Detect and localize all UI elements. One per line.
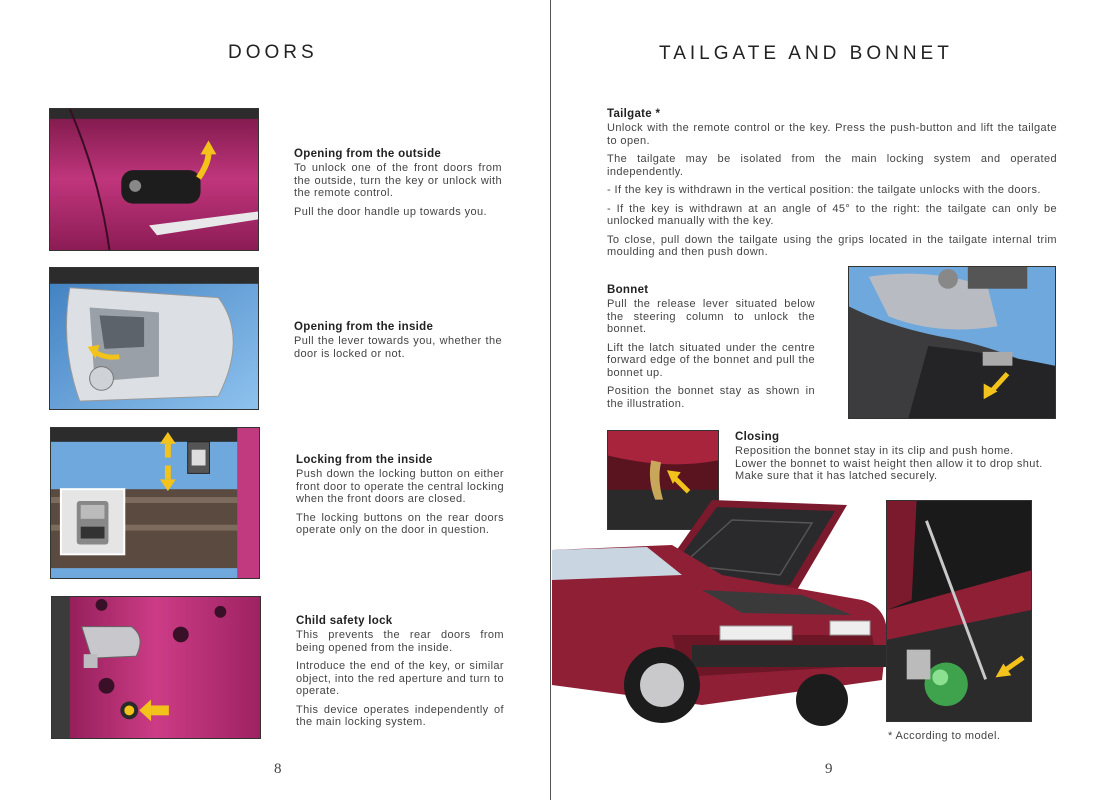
paragraph: Pull the lever towards you, whether the door is locked or not.	[294, 335, 502, 360]
section-heading: Tailgate *	[607, 108, 661, 120]
section-tailgate	[607, 108, 1057, 265]
page-title-tailgate-bonnet: TAILGATE AND BONNET	[659, 43, 953, 64]
paragraph: Pull the release lever situated below the steering column to unlock the bonnet.	[607, 298, 815, 335]
paragraph: The locking buttons on the rear doors operate only on the door in question.	[296, 511, 504, 536]
section-closing	[735, 431, 1060, 489]
paragraph: To unlock one of the front doors from the outside, turn the key or unlock with the remote control.	[294, 162, 502, 199]
right-page	[552, 0, 1110, 800]
page-title-doors: DOORS	[228, 42, 318, 63]
page-number-right: 9	[825, 761, 833, 777]
bonnet-stay-illustration	[886, 500, 1032, 722]
locking-button-illustration	[50, 427, 260, 579]
paragraph: Unlock with the remote control or the key. Press the push-button and lift the tailgate to open.	[607, 122, 1057, 147]
footnote: * According to model.	[888, 730, 1001, 742]
paragraph: Pull the door handle up towards you.	[294, 205, 487, 218]
paragraph: Reposition the bonnet stay in its clip and push home.	[735, 445, 1014, 457]
section-opening-outside	[294, 148, 502, 224]
paragraph: Introduce the end of the key, or similar object, into the red aperture and turn to operate.	[296, 660, 504, 697]
section-child-safety-lock	[296, 615, 504, 735]
paragraph: Lift the latch situated under the centre forward edge of the bonnet and pull the bonnet up.	[607, 341, 815, 379]
section-locking-inside	[296, 454, 504, 543]
paragraph: Push down the locking button on either front door to operate the central locking when the front doors are closed.	[296, 468, 504, 505]
paragraph: This prevents the rear doors from being opened from the inside.	[296, 629, 504, 654]
paragraph: Position the bonnet stay as shown in the illustration.	[607, 385, 815, 410]
left-page	[0, 0, 551, 800]
bonnet-release-lever-illustration	[848, 266, 1056, 419]
bullet-item: - If the key is withdrawn at an angle of 45° to the right: the tailgate can only be unlocked manually with the key.	[607, 202, 1057, 227]
paragraph: Make sure that it has latched securely.	[735, 470, 938, 482]
bullet-item: - If the key is withdrawn in the vertical position: the tailgate unlocks with the doors.	[607, 184, 1041, 196]
section-heading: Closing	[735, 431, 780, 443]
child-safety-lock-illustration	[51, 596, 261, 739]
section-heading: Opening from the inside	[294, 321, 434, 333]
page-number-left: 8	[274, 761, 282, 777]
section-heading: Bonnet	[607, 284, 649, 296]
section-heading: Opening from the outside	[294, 148, 442, 160]
section-opening-inside	[294, 321, 502, 366]
page-spine	[550, 0, 551, 800]
paragraph: This device operates independently of the main locking system.	[296, 703, 504, 728]
paragraph: Lower the bonnet to waist height then allow it to drop shut.	[735, 457, 1043, 470]
car-open-bonnet-illustration	[552, 495, 892, 745]
inside-door-lever-illustration	[49, 267, 259, 410]
paragraph: The tailgate may be isolated from the main locking system and operated independently.	[607, 153, 1057, 178]
section-bonnet	[607, 284, 815, 416]
outside-door-handle-illustration	[49, 108, 259, 251]
section-heading: Locking from the inside	[296, 454, 433, 466]
paragraph: To close, pull down the tailgate using the grips located in the tailgate internal trim moulding and then push down.	[607, 233, 1057, 258]
section-heading: Child safety lock	[296, 615, 393, 627]
